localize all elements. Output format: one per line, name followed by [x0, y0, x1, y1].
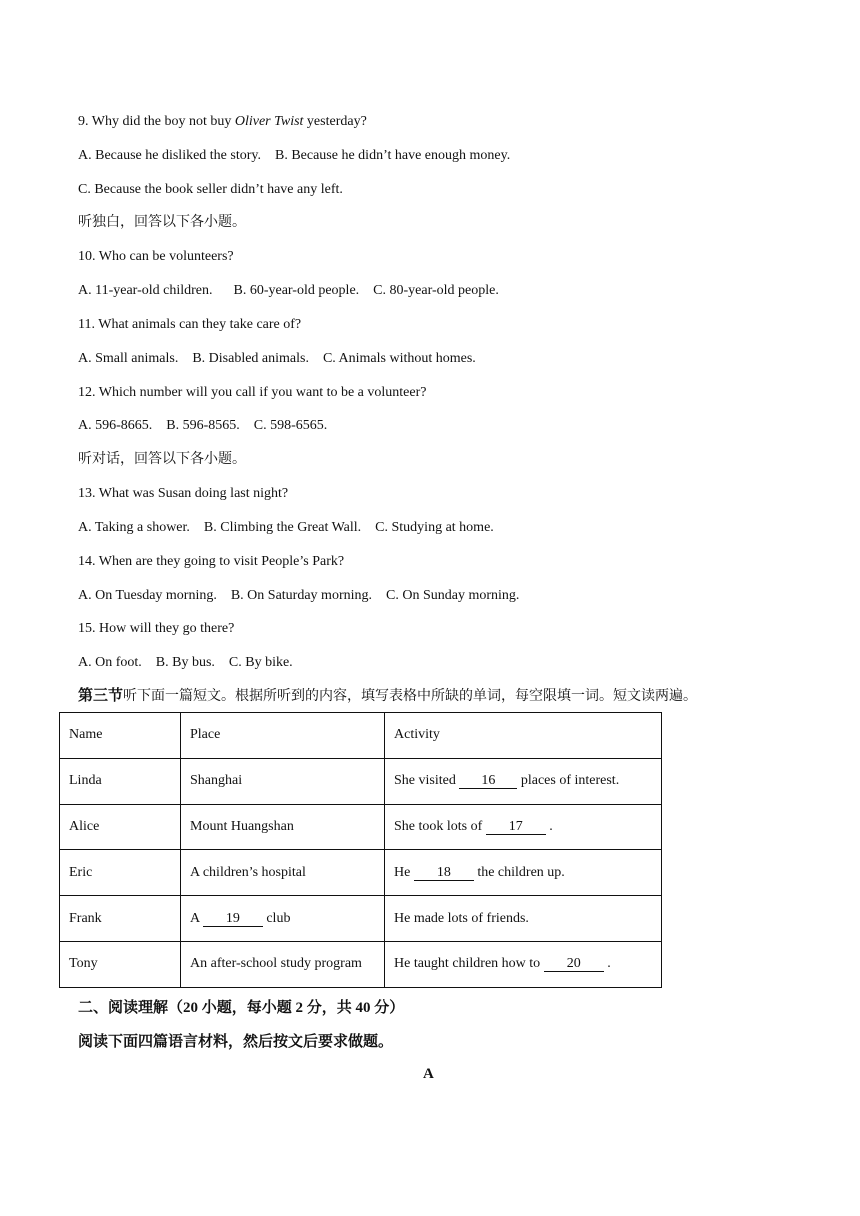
table-row	[60, 804, 662, 850]
activity-pre: She visited	[394, 773, 460, 789]
reading-heading: 二、阅读理解（20 小题，每小题 2 分，共 40 分）	[78, 1000, 405, 1016]
cell-activity	[385, 804, 662, 850]
activity-pre: He	[394, 864, 414, 880]
section3-title: 第三节	[78, 688, 124, 704]
q12-options: A. 596-8665. B. 596-8565. C. 598-6565.	[78, 418, 328, 433]
place-post: club	[266, 910, 291, 926]
activity-post: the children up.	[477, 864, 565, 880]
q13-question: 13. What was Susan doing last night?	[78, 486, 289, 501]
q9-options-ab: A. Because he disliked the story. B. Because he didn’t have enough money.	[78, 148, 511, 163]
q9-option-c: C. Because the book seller didn’t have any left.	[78, 182, 343, 197]
dialog-intro: 听对话，回答以下各小题。	[78, 452, 246, 467]
table-row	[60, 758, 662, 804]
table-row	[60, 896, 662, 942]
cell-name: Tony	[60, 941, 181, 987]
cell-activity	[385, 941, 662, 987]
cell-name: Linda	[60, 758, 181, 804]
activity-post: .	[607, 956, 611, 972]
q14-question: 14. When are they going to visit People’s Park?	[78, 554, 345, 569]
cell-place: An after-school study program	[181, 941, 385, 987]
activity-pre: He taught children how to	[394, 956, 544, 972]
header-activity: Activity	[385, 713, 662, 759]
answer-blank-16: 16	[459, 773, 517, 789]
answer-blank-17: 17	[486, 819, 546, 835]
monologue-intro: 听独白，回答以下各小题。	[78, 215, 246, 230]
cell-place	[181, 896, 385, 942]
fill-in-table	[59, 712, 662, 988]
cell-activity	[385, 758, 662, 804]
header-place: Place	[181, 713, 385, 759]
q12-question: 12. Which number will you call if you want to be a volunteer?	[78, 385, 427, 400]
cell-place: Shanghai	[181, 758, 385, 804]
section3-text: 听下面一篇短文。根据所听到的内容，填写表格中所缺的单词，每空限填一词。短文读两遍。	[123, 689, 698, 704]
reading-instruction: 阅读下面四篇语言材料，然后按文后要求做题。	[78, 1034, 394, 1050]
q13-options: A. Taking a shower. B. Climbing the Great Wall. C. Studying at home.	[78, 520, 494, 535]
q10-options: A. 11-year-old children. B. 60-year-old people. C. 80-year-old people.	[78, 283, 499, 298]
place-pre: A	[190, 910, 203, 926]
q9-book-title: Oliver Twist	[234, 114, 304, 129]
activity-pre: She took lots of	[394, 818, 486, 834]
q11-options: A. Small animals. B. Disabled animals. C. Animals without homes.	[78, 351, 476, 366]
table-row	[60, 850, 662, 896]
cell-place: Mount Huangshan	[181, 804, 385, 850]
cell-name: Frank	[60, 896, 181, 942]
q15-options: A. On foot. B. By bus. C. By bike.	[78, 655, 293, 670]
cell-activity: He made lots of friends.	[385, 896, 662, 942]
passage-label: A	[423, 1066, 434, 1082]
q9-question	[78, 113, 367, 131]
q9-post: yesterday?	[303, 114, 367, 129]
header-name: Name	[60, 713, 181, 759]
answer-blank-19: 19	[203, 911, 263, 927]
table-header-row	[60, 713, 662, 759]
q10-question: 10. Who can be volunteers?	[78, 249, 234, 264]
table-row	[60, 941, 662, 987]
cell-place: A children’s hospital	[181, 850, 385, 896]
q11-question: 11. What animals can they take care of?	[78, 317, 302, 332]
answer-blank-20: 20	[544, 956, 604, 972]
q9-pre: 9. Why did the boy not buy	[78, 114, 235, 129]
cell-activity	[385, 850, 662, 896]
activity-post: places of interest.	[520, 773, 620, 789]
q14-options: A. On Tuesday morning. B. On Saturday morning. C. On Sunday morning.	[78, 588, 520, 603]
cell-name: Eric	[60, 850, 181, 896]
answer-blank-18: 18	[414, 865, 474, 881]
cell-name: Alice	[60, 804, 181, 850]
activity-post: .	[549, 818, 553, 834]
q15-question: 15. How will they go there?	[78, 621, 235, 636]
section3-instruction	[78, 687, 697, 706]
